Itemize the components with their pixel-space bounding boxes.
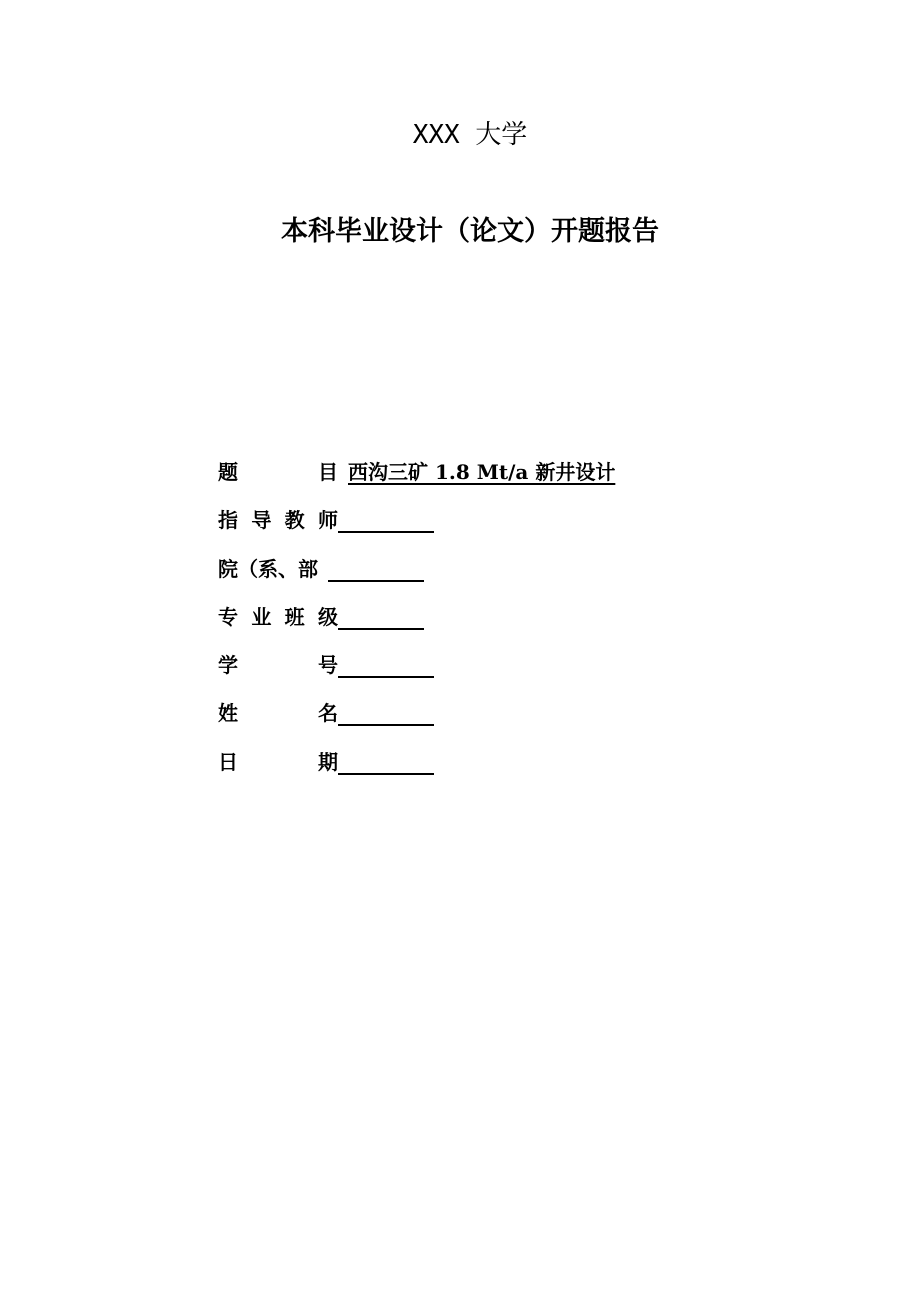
field-major-class: [218, 601, 615, 649]
date-blank: [338, 746, 434, 775]
field-advisor: [218, 504, 615, 552]
advisor-label-char-2: 导: [251, 508, 272, 533]
advisor-blank: [338, 504, 434, 533]
title-label-char-1: 题: [218, 460, 238, 484]
name-label-char-2: 名: [318, 701, 338, 726]
student-id-label-char-2: 号: [318, 653, 338, 678]
title-label: [218, 456, 338, 488]
university-name: XXX 大学: [412, 120, 528, 150]
title-label-char-2: 目: [318, 460, 338, 484]
field-department: [218, 553, 615, 601]
name-blank: [338, 697, 434, 726]
student-id-label: [218, 649, 338, 681]
name-label-char-1: 姓: [218, 701, 238, 726]
major-class-label-char-4: 级: [317, 604, 338, 629]
field-title: [218, 456, 615, 504]
major-class-label-char-3: 班: [284, 604, 305, 629]
advisor-label-char-1: 指: [218, 508, 238, 533]
department-blank: [328, 553, 424, 582]
major-class-blank: [338, 601, 424, 630]
field-name: [218, 697, 615, 745]
major-class-label-char-2: 业: [251, 604, 272, 629]
thesis-title-value: 西沟三矿 1.8 Mt/a 新井设计: [348, 460, 616, 484]
date-label-char-2: 期: [318, 749, 338, 774]
date-label-char-1: 日: [218, 749, 238, 774]
advisor-label: [218, 504, 338, 536]
advisor-label-char-3: 教: [284, 508, 305, 533]
name-label: [218, 697, 338, 729]
department-label: 院（系、部: [218, 556, 318, 581]
major-class-label: [218, 601, 338, 633]
cover-fields: [218, 456, 615, 794]
student-id-blank: [338, 649, 434, 678]
major-class-label-char-1: 专: [218, 604, 238, 629]
field-student-id: [218, 649, 615, 697]
date-label: [218, 746, 338, 778]
student-id-label-char-1: 学: [218, 653, 238, 678]
report-title: 本科毕业设计（论文）开题报告: [281, 216, 659, 247]
field-date: [218, 746, 615, 794]
advisor-label-char-4: 师: [317, 508, 338, 533]
